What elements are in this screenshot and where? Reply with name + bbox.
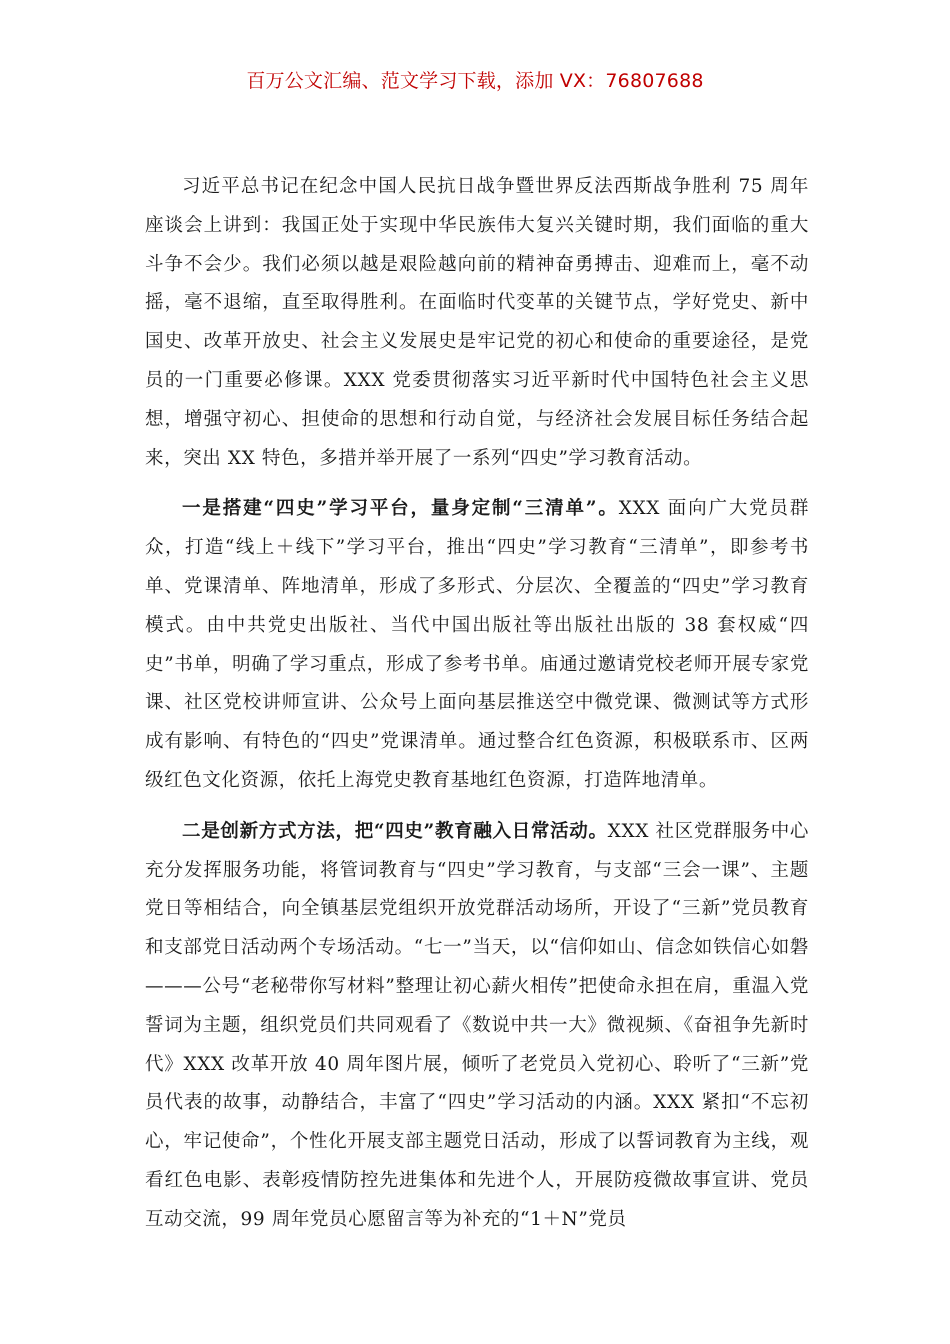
paragraph-intro xyxy=(145,168,809,478)
document-body xyxy=(145,168,809,1252)
paragraph-point-one-text: XXX 面向广大党员群众，打造“线上＋线下”学习平台，推出“四史”学习教育“三清单”，即参考书单、党课清单、阵地清单，形成了多形式、分层次、全覆盖的“四史”学习教育模式。由中共党史出版社、当代中国出版社等出版社出版的 38 套权威“四史”书单，明确了学习重点，形成了参考书单。庙通过邀请党校老师开展专家党课、社区党校讲师宣讲、公众号上面向基层推送空中微党课、微测试等方式形成有影响、有特色的“四史”党课清单。通过整合红色资源，积极联系市、区两级红色文化资源，依托上海党史教育基地红色资源，打造阵地清单。 xyxy=(145,498,809,791)
paragraph-intro-text: 习近平总书记在纪念中国人民抗日战争暨世界反法西斯战争胜利 75 周年座谈会上讲到：我国正处于实现中华民族伟大复兴关键时期，我们面临的重大斗争不会少。我们必须以越是艰险越向前的精神奋勇搏击、迎难而上，毫不动摇，毫不退缩，直至取得胜利。在面临时代变革的关键节点，学好党史、新中国史、改革开放史、社会主义发展史是牢记党的初心和使命的重要途径，是党员的一门重要必修课。XXX 党委贯彻落实习近平新时代中国特色社会主义思想，增强守初心、担使命的思想和行动自觉，与经济社会发展目标任务结合起来，突出 XX 特色，多措并举开展了一系列“四史”学习教育活动。 xyxy=(145,176,809,469)
paragraph-point-one xyxy=(145,490,809,800)
paragraph-point-two-heading: 二是创新方式方法，把“四史”教育融入日常活动。 xyxy=(182,820,608,842)
page-header-watermark: 百万公文汇编、范文学习下载，添加 VX：76807688 xyxy=(246,70,704,92)
paragraph-point-one-heading: 一是搭建“四史”学习平台，量身定制“三清单”。 xyxy=(182,498,619,520)
paragraph-point-two-text: XXX 社区党群服务中心充分发挥服务功能，将管词教育与“四史”学习教育，与支部“三会一课”、主题党日等相结合，向全镇基层党组织开放党群活动场所，开设了“三新”党员教育和支部党日活动两个专场活动。“七一”当天，以“信仰如山、信念如铁信心如磐———公号“老秘带你写材料”整理让初心薪火相传”把使命永担在肩，重温入党誓词为主题，组织党员们共同观看了《数说中共一大》微视频、《奋祖争先新时代》XXX 改革开放 40 周年图片展，倾听了老党员入党初心、聆听了“三新”党员代表的故事，动静结合，丰富了“四史”学习活动的内涵。XXX 紧扣“不忘初心，牢记使命”，个性化开展支部主题党日活动，形成了以誓词教育为主线，观看红色电影、表彰疫情防控先进集体和先进个人，开展防疫微故事宣讲、党员互动交流，99 周年党员心愿留言等为补充的“1＋N”党员 xyxy=(145,820,809,1230)
paragraph-point-two xyxy=(145,813,809,1240)
